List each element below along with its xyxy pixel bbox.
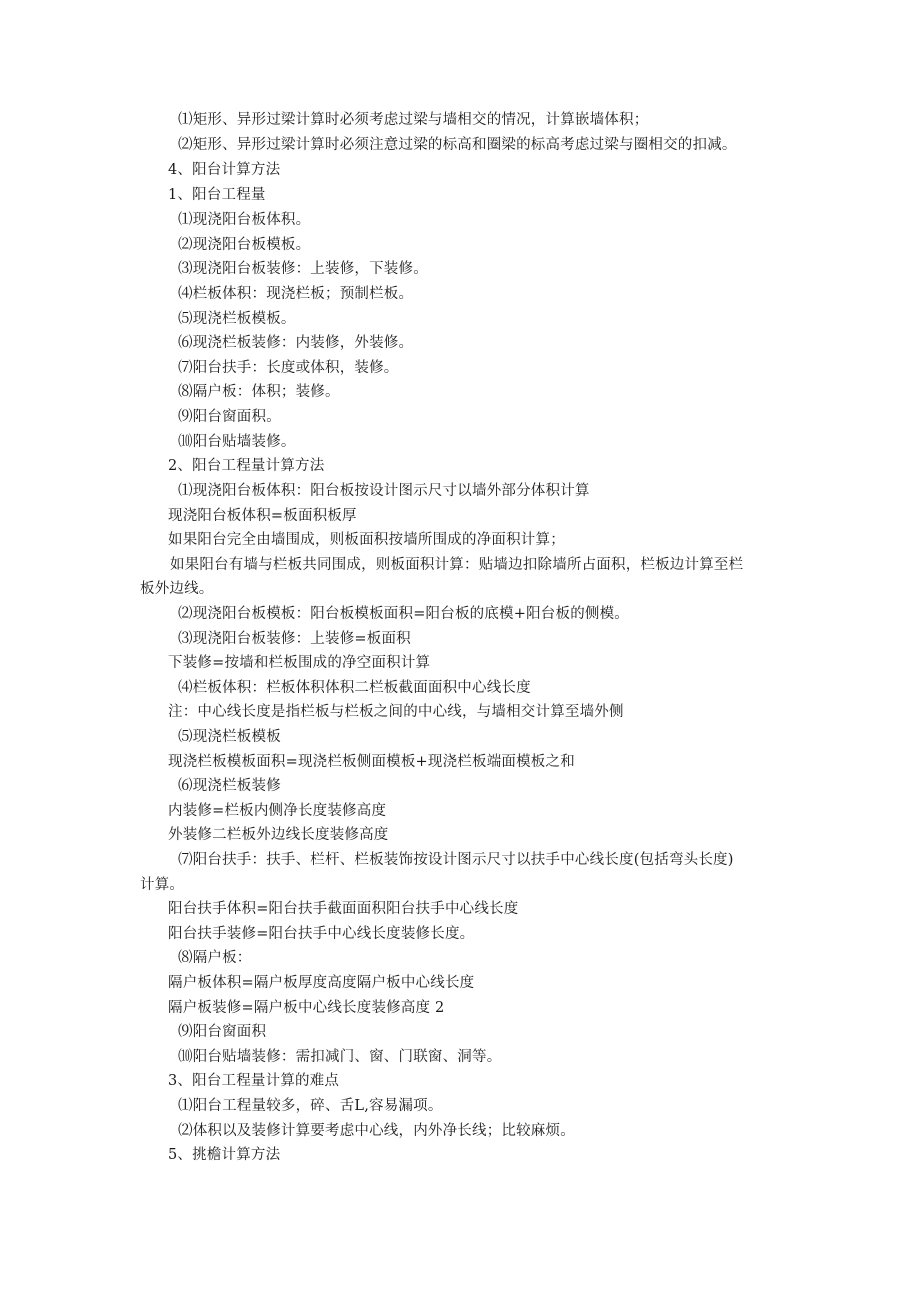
list-item: ⑺阳台扶手：长度或体积，装修。 [178,360,399,376]
text-line: 现浇阳台板体积=板面积板厚 [168,508,357,524]
text-line: 如果阳台完全由墙围成，则板面积按墙所围成的净面积计算； [168,532,565,548]
list-item: ⑹现浇栏板装修 [178,778,281,794]
list-item: ⑴阳台工程量较多，碎、舌L,容易漏项。 [178,1098,443,1114]
list-item: ⑵体积以及装修计算要考虑中心线，内外净长线；比较麻烦。 [178,1123,575,1139]
list-item: ⑵现浇阳台板模板：阳台板模板面积=阳台板的底模+阳台板的侧模。 [178,606,629,622]
list-item: ⑷栏板体积：栏板体积体积二栏板截面面积中心线长度 [178,680,531,696]
list-item: ⑽阳台贴墙装修：需扣减门、窗、门联窗、洞等。 [178,1049,502,1065]
list-item: ⑻隔户板：体积；装修。 [178,384,340,400]
text-line: 隔户板体积=隔户板厚度高度隔户板中心线长度 [168,975,475,991]
list-item: ⑼阳台窗面积 [178,1024,267,1040]
list-item: ⑼阳台窗面积。 [178,409,281,425]
text-line: 计算。 [140,877,185,893]
text-line: 阳台扶手体积=阳台扶手截面面积阳台扶手中心线长度 [168,901,519,917]
text-line: 阳台扶手装修=阳台扶手中心线长度装修长度。 [168,926,475,942]
list-item: ⑹现浇栏板装修：内装修，外装修。 [178,335,414,351]
subsection-heading: 3、阳台工程量计算的难点 [168,1073,340,1089]
list-item: ⑸现浇栏板模板 [178,729,281,745]
text-line: 外装修二栏板外边线长度装修高度 [168,827,389,843]
section-heading: 4、阳台计算方法 [168,162,281,178]
text-line: 内装修=栏板内侧净长度装修高度 [168,803,387,819]
list-item: ⑺阳台扶手：扶手、栏杆、栏板装饰按设计图示尺寸以扶手中心线长度(包括弯头长度) [178,852,734,868]
list-item: ⑵现浇阳台板模板。 [178,237,311,253]
section-heading: 5、挑檐计算方法 [168,1147,281,1163]
subsection-heading: 1、阳台工程量 [168,187,266,203]
list-item: ⑸现浇栏板模板。 [178,311,296,327]
list-item: ⑴现浇阳台板体积。 [178,212,311,228]
list-item: ⑴现浇阳台板体积：阳台板按设计图示尺寸以墙外部分体积计算 [178,483,590,499]
text-line: 板外边线。 [140,581,214,597]
list-item: ⑷栏板体积：现浇栏板；预制栏板。 [178,286,414,302]
text-line: 注：中心线长度是指栏板与栏板之间的中心线，与墙相交计算至墙外侧 [168,704,624,720]
text-line: 如果阳台有墙与栏板共同围成，则板面积计算：贴墙边扣除墙所占面积，栏板边计算至栏 [170,557,744,573]
text-line: ⑵矩形、异形过梁计算时必须注意过梁的标高和圈梁的标高考虑过梁与圈相交的扣减。 [178,137,737,153]
list-item: ⑶现浇阳台板装修：上装修=板面积 [178,631,411,647]
text-line: 下装修=按墙和栏板围成的净空面积计算 [168,655,431,671]
text-line: 隔户板装修=隔户板中心线长度装修高度 2 [168,1000,445,1016]
text-line: ⑴矩形、异形过梁计算时必须考虑过梁与墙相交的情况，计算嵌墙体积； [178,112,649,128]
subsection-heading: 2、阳台工程量计算方法 [168,458,325,474]
list-item: ⑶现浇阳台板装修：上装修，下装修。 [178,261,428,277]
text-line: 现浇栏板模板面积=现浇栏板侧面模板+现浇栏板端面模板之和 [168,754,575,770]
list-item: ⑽阳台贴墙装修。 [178,434,296,450]
list-item: ⑻隔户板： [178,950,252,966]
